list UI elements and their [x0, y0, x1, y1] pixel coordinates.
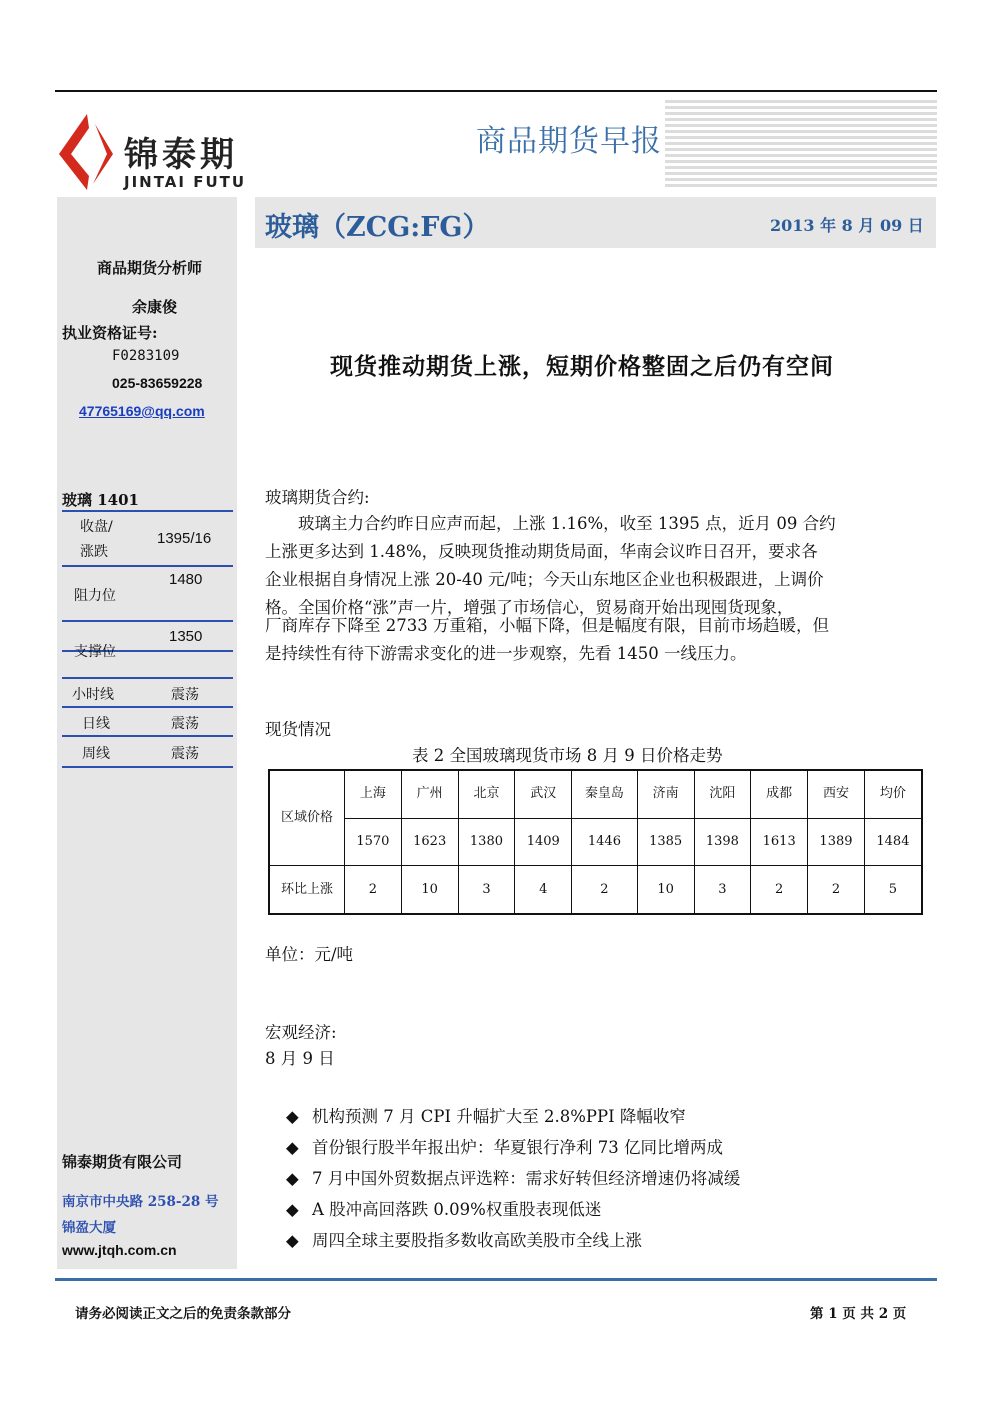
paragraph-line: 格。全国价格“涨”声一片，增强了市场信心，贸易商开始出现囤货现象，	[265, 598, 794, 617]
price-cell: 1398	[694, 818, 751, 865]
row-support-value: 1350	[169, 628, 203, 645]
sidebar-rule	[62, 565, 233, 567]
company-address1: 南京市中央路 258-28 号	[62, 1194, 219, 1210]
price-cell: 1484	[864, 818, 922, 865]
price-cell: 1613	[751, 818, 808, 865]
city-cell: 北京	[458, 770, 515, 818]
top-rule	[55, 90, 937, 92]
row-support-label: 支撑位	[74, 644, 116, 660]
row-daily-value: 震荡	[171, 716, 199, 732]
sidebar-rule	[62, 677, 233, 679]
table-row	[269, 866, 922, 914]
price-cell: 1385	[637, 818, 694, 865]
macro-date: 8 月 9 日	[265, 1049, 335, 1068]
city-cell: 上海	[345, 770, 402, 818]
price-cell: 1446	[572, 818, 638, 865]
city-cell: 广州	[401, 770, 458, 818]
change-cell: 10	[401, 866, 458, 914]
row-close-value: 1395/16	[157, 530, 212, 547]
price-cell: 1570	[345, 818, 402, 865]
city-cell: 济南	[637, 770, 694, 818]
table-row	[269, 770, 922, 818]
logo-mark-icon	[55, 110, 125, 195]
diamond-bullet-icon: ◆	[286, 1200, 299, 1219]
section-spot-title: 现货情况	[265, 720, 331, 739]
header-stripes	[665, 100, 937, 190]
diamond-bullet-icon: ◆	[286, 1169, 299, 1188]
price-cell: 1623	[401, 818, 458, 865]
row-header-change: 环比上涨	[269, 866, 345, 914]
paragraph-line: 企业根据自身情况上涨 20-40 元/吨；今天山东地区企业也积极跟进，上调价	[265, 570, 824, 589]
section-futures-title: 玻璃期货合约:	[265, 488, 370, 507]
table-row	[269, 818, 922, 865]
row-resistance-label: 阻力位	[74, 588, 116, 604]
city-cell: 均价	[864, 770, 922, 818]
row-weekly-label: 周线	[82, 746, 110, 762]
row-header-price: 区域价格	[269, 770, 345, 866]
company-website[interactable]: www.jtqh.com.cn	[62, 1242, 177, 1258]
bottom-rule	[55, 1278, 937, 1281]
list-item: ◆ 首份银行股半年报出炉：华夏银行净利 73 亿同比增两成	[286, 1138, 723, 1157]
company-name: 锦泰期货有限公司	[62, 1153, 183, 1171]
analyst-phone: 025-83659228	[112, 375, 203, 391]
list-item: ◆ 7 月中国外贸数据点评选粹：需求好转但经济增速仍将减缓	[286, 1169, 741, 1188]
change-cell: 2	[345, 866, 402, 914]
row-resistance-value: 1480	[169, 571, 203, 588]
table-caption: 表 2 全国玻璃现货市场 8 月 9 日价格走势	[412, 746, 723, 765]
analyst-role: 商品期货分析师	[97, 259, 203, 277]
change-cell: 2	[751, 866, 808, 914]
row-hourly-label: 小时线	[72, 687, 114, 703]
diamond-bullet-icon: ◆	[286, 1138, 299, 1157]
analyst-email[interactable]: 47765169@qq.com	[79, 403, 205, 419]
change-cell: 3	[694, 866, 751, 914]
section-macro-title: 宏观经济:	[265, 1023, 337, 1042]
sidebar-rule	[62, 735, 233, 737]
change-cell: 3	[458, 866, 515, 914]
sidebar-rule	[62, 706, 233, 708]
company-address2: 锦盈大厦	[62, 1220, 116, 1236]
analyst-name: 余康俊	[132, 298, 178, 316]
logo-en-text: JINTAI FUTU	[124, 173, 247, 191]
sidebar-rule	[62, 620, 233, 622]
city-cell: 成都	[751, 770, 808, 818]
paragraph-line: 是持续性有待下游需求变化的进一步观察，先看 1450 一线压力。	[265, 644, 747, 663]
unit-note: 单位：元/吨	[265, 945, 354, 964]
row-close-label: 收盘/	[80, 519, 113, 535]
list-item: ◆ 机构预测 7 月 CPI 升幅扩大至 2.8%PPI 降幅收窄	[286, 1107, 686, 1126]
price-cell: 1409	[515, 818, 572, 865]
change-cell: 5	[864, 866, 922, 914]
price-cell: 1389	[808, 818, 865, 865]
price-cell: 1380	[458, 818, 515, 865]
paragraph-line: 厂商库存下降至 2733 万重箱，小幅下降，但是幅度有限，目前市场趋暖，但	[265, 616, 829, 635]
city-cell: 武汉	[515, 770, 572, 818]
change-cell: 2	[572, 866, 638, 914]
product-title: 玻璃（ZCG:FG）	[265, 212, 490, 243]
list-item: ◆ 周四全球主要股指多数收高欧美股市全线上涨	[286, 1231, 642, 1250]
license-number: F0283109	[112, 348, 180, 364]
spot-price-table	[268, 769, 923, 915]
row-hourly-value: 震荡	[171, 687, 199, 703]
license-label: 执业资格证号:	[62, 324, 158, 342]
change-cell: 10	[637, 866, 694, 914]
sidebar-rule	[62, 766, 233, 768]
report-date: 2013 年 8 月 09 日	[770, 216, 924, 235]
row-close-label2: 涨跌	[80, 544, 108, 560]
change-cell: 4	[515, 866, 572, 914]
change-cell: 2	[808, 866, 865, 914]
diamond-bullet-icon: ◆	[286, 1107, 299, 1126]
city-cell: 沈阳	[694, 770, 751, 818]
paragraph-line: 玻璃主力合约昨日应声而起，上涨 1.16%，收至 1395 点，近月 09 合约	[265, 514, 836, 533]
footer-page-number: 第 1 页 共 2 页	[810, 1306, 907, 1322]
list-item: ◆ A 股冲高回落跌 0.09%权重股表现低迷	[286, 1200, 602, 1219]
paragraph-line: 上涨更多达到 1.48%，反映现货推动期货局面，华南会议昨日召开，要求各	[265, 542, 818, 561]
contract-label: 玻璃 1401	[62, 491, 139, 509]
logo-cn-text: 锦泰期	[124, 135, 238, 175]
diamond-bullet-icon: ◆	[286, 1231, 299, 1250]
city-cell: 西安	[808, 770, 865, 818]
headline: 现货推动期货上涨，短期价格整固之后仍有空间	[330, 353, 834, 380]
row-daily-label: 日线	[82, 716, 110, 732]
report-title: 商品期货早报	[476, 124, 662, 159]
footer-disclaimer: 请务必阅读正文之后的免责条款部分	[75, 1306, 291, 1322]
sidebar-rule	[62, 510, 233, 512]
city-cell: 秦皇岛	[572, 770, 638, 818]
row-weekly-value: 震荡	[171, 746, 199, 762]
